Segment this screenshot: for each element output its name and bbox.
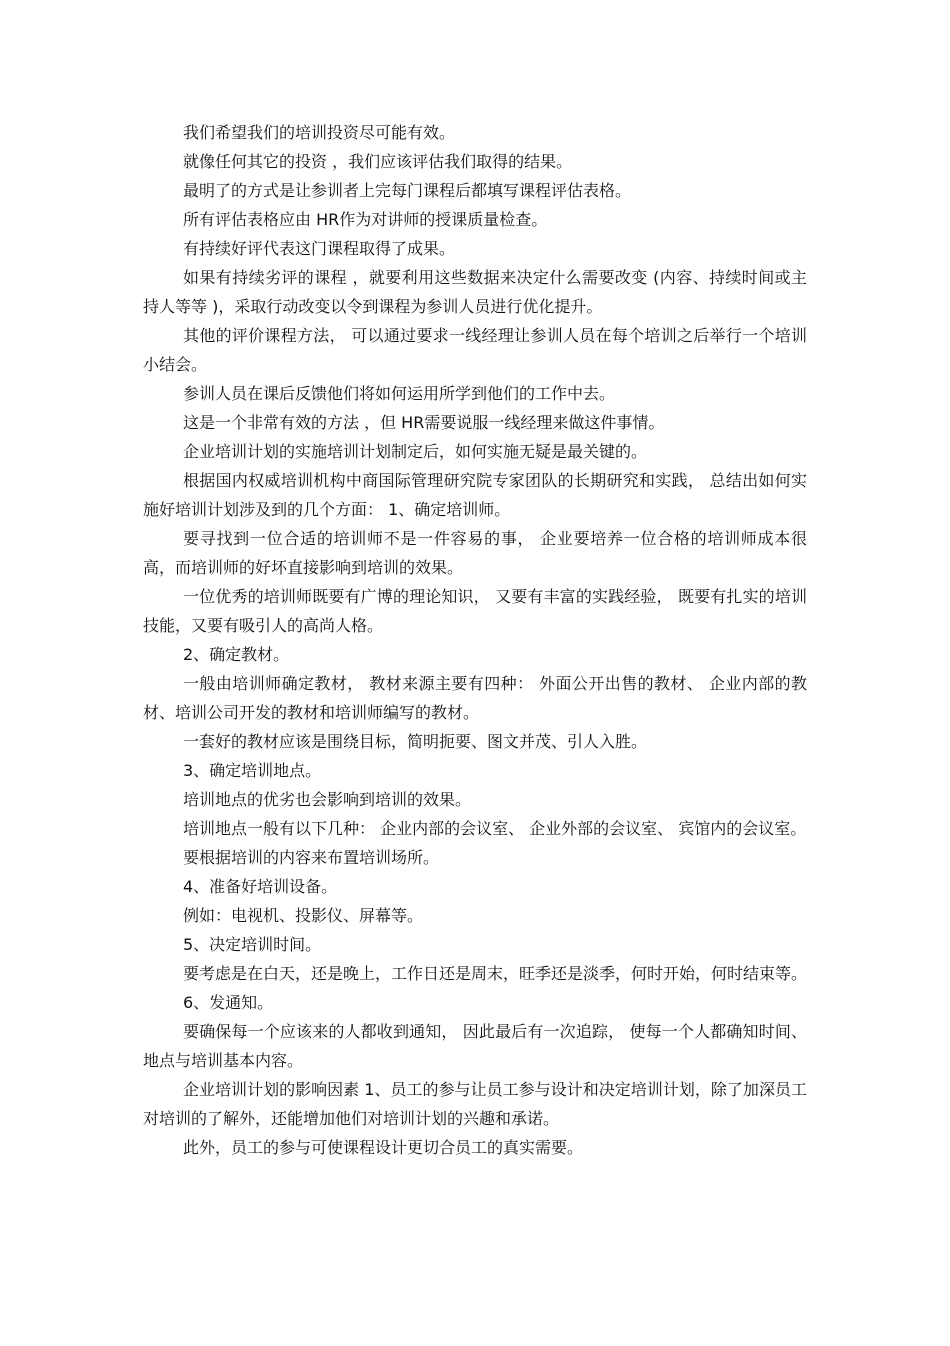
paragraph: 这是一个非常有效的方法 ，但 HR需要说服一线经理来做这件事情。 [183, 413, 665, 432]
section-heading: 2、确定教材。 [183, 645, 290, 664]
section-heading: 6、发通知。 [183, 993, 274, 1012]
paragraph: 所有评估表格应由 HR作为对讲师的授课质量检查。 [183, 210, 548, 229]
section-heading: 5、决定培训时间。 [183, 935, 322, 954]
paragraph: 培训地点的优劣也会影响到培训的效果。 [183, 790, 472, 809]
paragraph: 要确保每一个应该来的人都收到通知， 因此最后有一次追踪， 使每一个人都确知时间、地点与培训基本内容。 [143, 1022, 807, 1070]
paragraph: 一位优秀的培训师既要有广博的理论知识， 又要有丰富的实践经验， 既要有扎实的培训技能，又要有吸引人的高尚人格。 [143, 587, 807, 635]
paragraph: 要寻找到一位合适的培训师不是一件容易的事， 企业要培养一位合格的培训师成本很高，而培训师的好坏直接影响到培训的效果。 [143, 529, 807, 577]
paragraph: 根据国内权威培训机构中商国际管理研究院专家团队的长期研究和实践， 总结出如何实施好培训计划涉及到的几个方面： 1、确定培训师。 [143, 471, 807, 519]
paragraph: 最明了的方式是让参训者上完每门课程后都填写课程评估表格。 [183, 181, 632, 200]
paragraph: 例如：电视机、投影仪、屏幕等。 [183, 906, 424, 925]
paragraph: 要根据培训的内容来布置培训场所。 [183, 848, 440, 867]
paragraph: 要考虑是在白天，还是晚上，工作日还是周末，旺季还是淡季，何时开始，何时结束等。 [183, 964, 808, 983]
paragraph: 如果有持续劣评的课程 ，就要利用这些数据来决定什么需要改变 (内容、持续时间或主持人等等 )，采取行动改变以令到课程为参训人员进行优化提升。 [143, 268, 807, 316]
paragraph: 培训地点一般有以下几种： 企业内部的会议室、 企业外部的会议室、 宾馆内的会议室。 [183, 819, 807, 838]
document-body [143, 118, 807, 1162]
paragraph: 我们希望我们的培训投资尽可能有效。 [183, 123, 456, 142]
paragraph: 参训人员在课后反馈他们将如何运用所学到他们的工作中去。 [183, 384, 616, 403]
paragraph: 有持续好评代表这门课程取得了成果。 [183, 239, 456, 258]
paragraph: 其他的评价课程方法， 可以通过要求一线经理让参训人员在每个培训之后举行一个培训小结会。 [143, 326, 807, 374]
paragraph: 一套好的教材应该是围绕目标，简明扼要、图文并茂、引人入胜。 [183, 732, 648, 751]
paragraph: 就像任何其它的投资 ，我们应该评估我们取得的结果。 [183, 152, 573, 171]
paragraph: 企业培训计划的实施培训计划制定后，如何实施无疑是最关键的。 [183, 442, 648, 461]
paragraph: 此外，员工的参与可使课程设计更切合员工的真实需要。 [183, 1138, 584, 1157]
section-heading: 4、准备好培训设备。 [183, 877, 338, 896]
section-heading: 3、确定培训地点。 [183, 761, 322, 780]
paragraph: 企业培训计划的影响因素 1、员工的参与让员工参与设计和决定培训计划，除了加深员工对培训的了解外，还能增加他们对培训计划的兴趣和承诺。 [143, 1080, 807, 1128]
paragraph: 一般由培训师确定教材， 教材来源主要有四种： 外面公开出售的教材、 企业内部的教材、培训公司开发的教材和培训师编写的教材。 [143, 674, 807, 722]
